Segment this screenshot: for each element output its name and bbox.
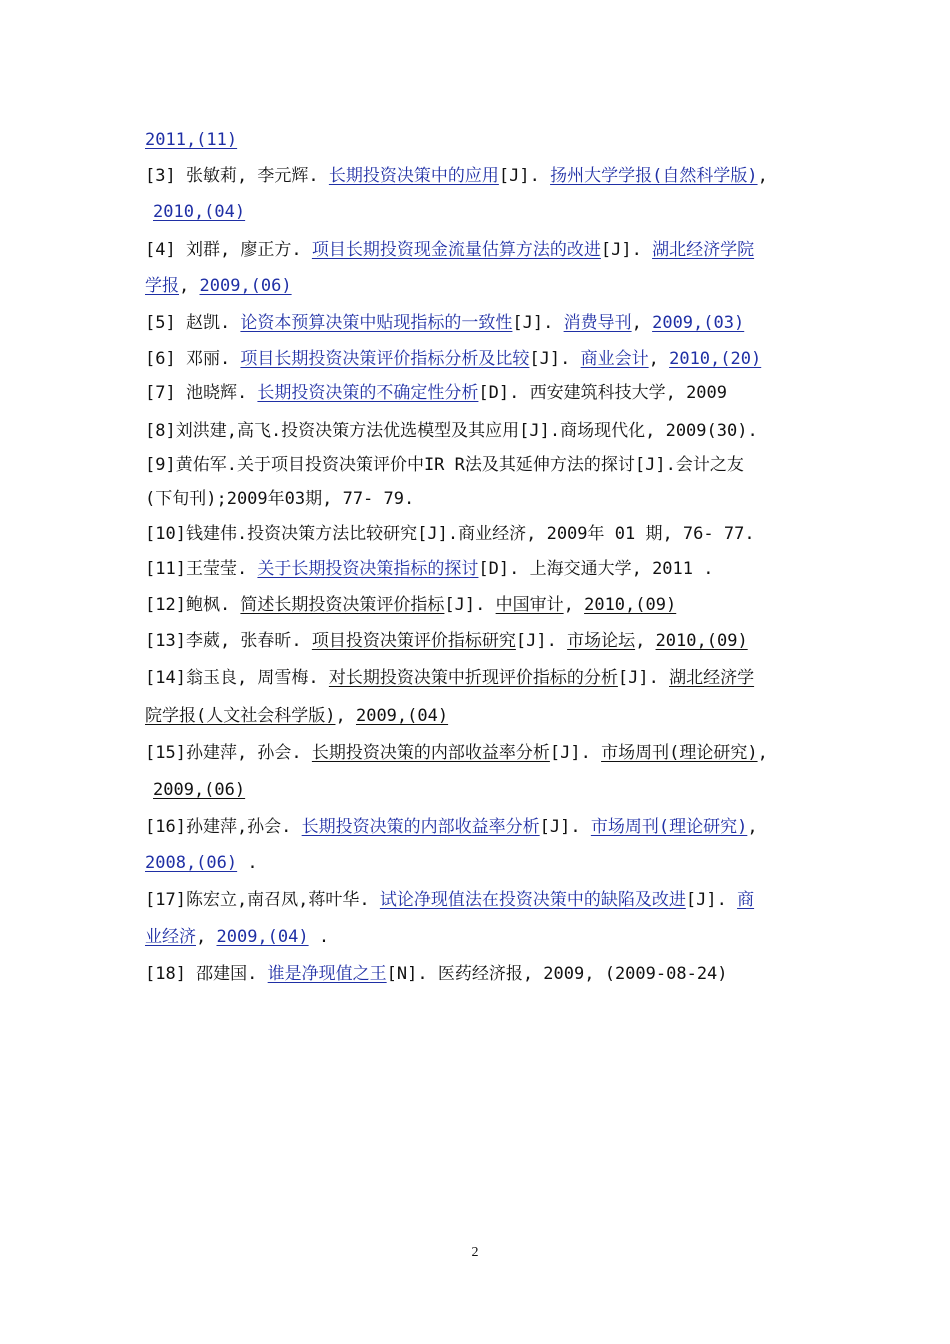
reference-text: [3] 张敏莉, 李元辉.: [145, 166, 329, 186]
reference-link[interactable]: 简述长期投资决策评价指标: [240, 595, 445, 615]
reference-link[interactable]: 中国审计: [495, 595, 564, 615]
reference-text: ,: [648, 349, 670, 369]
reference-line-r3b: [153, 200, 828, 224]
reference-text: ,: [631, 313, 653, 333]
reference-text: [J].: [512, 313, 564, 333]
reference-link[interactable]: 2008,(06): [145, 853, 238, 873]
reference-line-r3a: [145, 164, 820, 188]
reference-line-r5: [145, 311, 820, 335]
reference-line-r16b: [145, 851, 820, 875]
reference-link[interactable]: 对长期投资决策中折现评价指标的分析: [328, 668, 618, 688]
reference-line-r12: [145, 593, 820, 617]
reference-link[interactable]: 市场论坛: [567, 631, 636, 651]
reference-line-r4b: [145, 274, 820, 298]
reference-link[interactable]: 关于长期投资决策指标的探讨: [257, 559, 479, 579]
reference-line-r17b: [145, 925, 820, 949]
reference-text: [J].: [529, 349, 581, 369]
reference-line-r4a: [145, 238, 820, 262]
reference-line-r9b: [145, 487, 820, 511]
reference-line-l1: [145, 128, 820, 152]
reference-text: [8]刘洪建,高飞.投资决策方法优选模型及其应用[J].商场现代化, 2009(30).: [145, 421, 758, 441]
reference-text: [J].: [617, 668, 670, 688]
reference-text: [17]陈宏立,南召凤,蒋叶华.: [145, 890, 380, 910]
reference-line-r15a: [145, 741, 820, 765]
reference-line-r15b: [153, 778, 828, 802]
reference-line-r6: [145, 347, 820, 371]
reference-text: [6] 邓丽.: [145, 349, 241, 369]
reference-line-r16a: [145, 815, 820, 839]
reference-text: [14]翁玉良, 周雪梅.: [145, 668, 329, 688]
page-number: 2: [471, 1245, 479, 1260]
reference-link[interactable]: 长期投资决策的内部收益率分析: [311, 743, 550, 763]
reference-link[interactable]: 项目长期投资现金流量估算方法的改进: [311, 240, 601, 260]
reference-link[interactable]: 2010,(04): [153, 202, 246, 222]
reference-link[interactable]: 长期投资决策中的应用: [328, 166, 499, 186]
reference-link[interactable]: 项目投资决策评价指标研究: [311, 631, 516, 651]
reference-link[interactable]: 2009,(04): [216, 927, 309, 947]
reference-line-r9a: [145, 453, 820, 477]
reference-line-r10: [145, 522, 820, 546]
reference-text: [18] 邵建国.: [145, 964, 268, 984]
reference-line-r7: [145, 381, 820, 405]
reference-link[interactable]: 商业会计: [580, 349, 649, 369]
reference-link[interactable]: 试论净现值法在投资决策中的缺陷及改进: [379, 890, 686, 910]
reference-link[interactable]: 2011,(11): [145, 130, 238, 150]
reference-link[interactable]: 2009,(06): [153, 780, 246, 800]
reference-text: ,: [635, 631, 656, 651]
reference-line-r11: [145, 557, 820, 581]
reference-line-r14b: [145, 704, 820, 728]
reference-text: [10]钱建伟.投资决策方法比较研究[J].商业经济, 2009年 01 期, 76- 77.: [145, 524, 755, 544]
reference-line-r18: [145, 962, 820, 986]
reference-text: [11]王莹莹.: [145, 559, 258, 579]
reference-text: [J].: [539, 817, 591, 837]
reference-link[interactable]: 业经济: [145, 927, 196, 947]
reference-text: [N]. 医药经济报, 2009, (2009-08-24): [386, 964, 728, 984]
reference-text: [7] 池晓辉.: [145, 383, 258, 403]
reference-link[interactable]: 扬州大学学报(自然科学版): [550, 166, 758, 186]
reference-text: ,: [196, 927, 217, 947]
reference-text: [5] 赵凯.: [145, 313, 241, 333]
reference-text: [J].: [515, 631, 568, 651]
reference-text: [13]李葳, 张春昕.: [145, 631, 312, 651]
reference-link[interactable]: 论资本预算决策中贴现指标的一致性: [240, 313, 513, 333]
reference-link[interactable]: 长期投资决策的不确定性分析: [257, 383, 479, 403]
reference-link[interactable]: 市场周刊(理论研究): [590, 817, 748, 837]
reference-link[interactable]: 2009,(06): [199, 276, 292, 296]
reference-link[interactable]: 长期投资决策的内部收益率分析: [301, 817, 540, 837]
reference-text: (下旬刊);2009年03期, 77- 79.: [145, 489, 415, 509]
reference-text: [J].: [600, 240, 653, 260]
reference-text: [J].: [498, 166, 551, 186]
reference-link[interactable]: 消费导刊: [563, 313, 632, 333]
reference-text: [J].: [685, 890, 738, 910]
reference-text: [4] 刘群, 廖正方.: [145, 240, 312, 260]
reference-link[interactable]: 谁是净现值之王: [267, 964, 387, 984]
reference-link[interactable]: 学报: [145, 276, 179, 296]
reference-text: [16]孙建萍,孙会.: [145, 817, 302, 837]
reference-link[interactable]: 商: [737, 890, 755, 910]
reference-link[interactable]: 湖北经济学院: [652, 240, 755, 260]
reference-text: ,: [179, 276, 200, 296]
reference-text: .: [308, 927, 330, 947]
reference-line-r17a: [145, 888, 820, 912]
reference-text: .: [237, 853, 258, 873]
reference-text: [12]鲍枫.: [145, 595, 241, 615]
reference-text: ,: [563, 595, 585, 615]
reference-link[interactable]: 2010,(09): [584, 595, 677, 615]
reference-line-r14a: [145, 666, 820, 690]
reference-link[interactable]: 项目长期投资决策评价指标分析及比较: [240, 349, 530, 369]
reference-text: [15]孙建萍, 孙会.: [145, 743, 312, 763]
reference-link[interactable]: 2010,(20): [669, 349, 762, 369]
reference-text: ,: [757, 743, 768, 763]
reference-text: [J].: [444, 595, 496, 615]
reference-link[interactable]: 2009,(04): [355, 706, 449, 726]
reference-link[interactable]: 院学报(人文社会科学版): [145, 706, 336, 726]
reference-link[interactable]: 2010,(09): [655, 631, 748, 651]
reference-line-r8: [145, 419, 820, 443]
reference-text: [D]. 上海交通大学, 2011 .: [478, 559, 714, 579]
reference-line-r13: [145, 629, 820, 653]
reference-text: [D]. 西安建筑科技大学, 2009: [478, 383, 728, 403]
reference-text: ,: [747, 817, 758, 837]
reference-link[interactable]: 2009,(03): [652, 313, 745, 333]
reference-link[interactable]: 市场周刊(理论研究): [601, 743, 758, 763]
reference-link[interactable]: 湖北经济学: [669, 668, 755, 688]
reference-text: ,: [757, 166, 768, 186]
reference-text: ,: [335, 706, 356, 726]
reference-text: [9]黄佑军.关于项目投资决策评价中IR R法及其延伸方法的探讨[J].会计之友: [145, 455, 744, 475]
reference-text: [J].: [549, 743, 602, 763]
